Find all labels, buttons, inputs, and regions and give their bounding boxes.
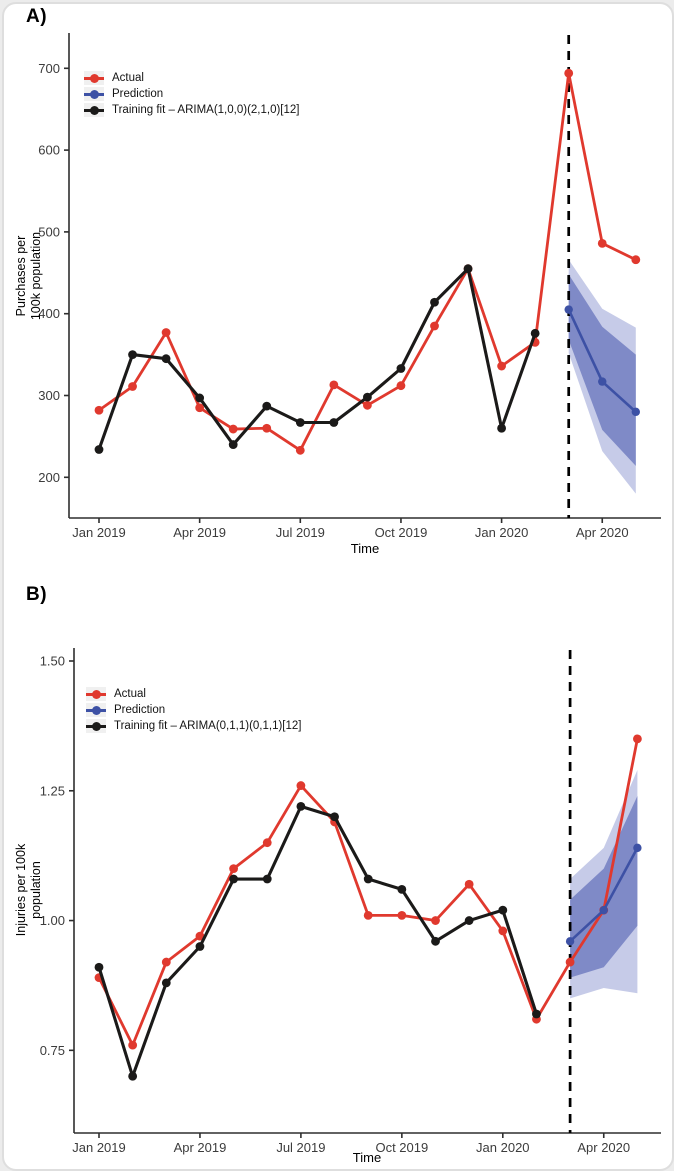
legend-label-prediction: Prediction xyxy=(114,704,166,716)
legend-item-actual xyxy=(86,687,302,701)
prediction-line-dot-icon xyxy=(84,87,104,101)
legend-item-prediction xyxy=(84,87,300,101)
legend-label-prediction: Prediction xyxy=(112,88,164,100)
svg-text:Jul 2019: Jul 2019 xyxy=(276,1140,326,1155)
legend-b xyxy=(86,687,302,735)
actual-line-dot-icon xyxy=(84,71,104,85)
legend-item-training-fit xyxy=(86,719,302,733)
svg-text:700: 700 xyxy=(38,60,60,76)
panel-b-label: B) xyxy=(26,584,48,605)
legend-a xyxy=(84,71,300,119)
svg-text:1.50: 1.50 xyxy=(39,653,65,669)
svg-text:Jan 2020: Jan 2020 xyxy=(474,525,529,540)
svg-text:1.25: 1.25 xyxy=(39,783,65,799)
svg-text:Oct 2019: Oct 2019 xyxy=(375,1140,429,1155)
x-axis-title-b: Time xyxy=(352,1150,382,1165)
training-fit-line-dot-icon xyxy=(84,103,104,117)
legend-label-actual: Actual xyxy=(112,72,144,84)
legend-label-training-fit: Training fit – ARIMA(0,1,1)(0,1,1)[12] xyxy=(114,720,302,732)
prediction-line-dot-icon xyxy=(86,703,106,717)
panel-a-label: A) xyxy=(26,6,48,27)
svg-text:Oct 2019: Oct 2019 xyxy=(374,525,428,540)
svg-text:1.00: 1.00 xyxy=(39,913,65,929)
svg-text:Apr 2019: Apr 2019 xyxy=(173,1140,227,1155)
legend-item-actual xyxy=(84,71,300,85)
training-fit-line-dot-icon xyxy=(86,719,106,733)
y-axis-title-b: Injuries per 100k population xyxy=(14,843,43,937)
svg-text:500: 500 xyxy=(38,224,60,240)
svg-text:Jan 2020: Jan 2020 xyxy=(476,1140,530,1155)
svg-text:Apr 2020: Apr 2020 xyxy=(577,1140,631,1155)
svg-text:Jan 2019: Jan 2019 xyxy=(72,1140,126,1155)
legend-item-prediction xyxy=(86,703,302,717)
svg-text:600: 600 xyxy=(38,142,60,158)
legend-item-training-fit xyxy=(84,103,300,117)
legend-label-training-fit: Training fit – ARIMA(1,0,0)(2,1,0)[12] xyxy=(112,104,300,116)
actual-line-dot-icon xyxy=(86,687,106,701)
svg-text:0.75: 0.75 xyxy=(39,1042,65,1058)
svg-text:200: 200 xyxy=(38,469,60,485)
svg-text:Apr 2020: Apr 2020 xyxy=(575,525,629,540)
svg-text:Jan 2019: Jan 2019 xyxy=(72,525,126,540)
x-axis-title-a: Time xyxy=(350,541,380,556)
legend-label-actual: Actual xyxy=(114,688,146,700)
svg-text:300: 300 xyxy=(38,388,60,403)
svg-text:400: 400 xyxy=(38,306,60,322)
svg-text:Apr 2019: Apr 2019 xyxy=(173,525,227,540)
svg-text:Jul 2019: Jul 2019 xyxy=(275,525,325,540)
y-axis-title-a: Purchases per 100k population xyxy=(14,231,43,321)
